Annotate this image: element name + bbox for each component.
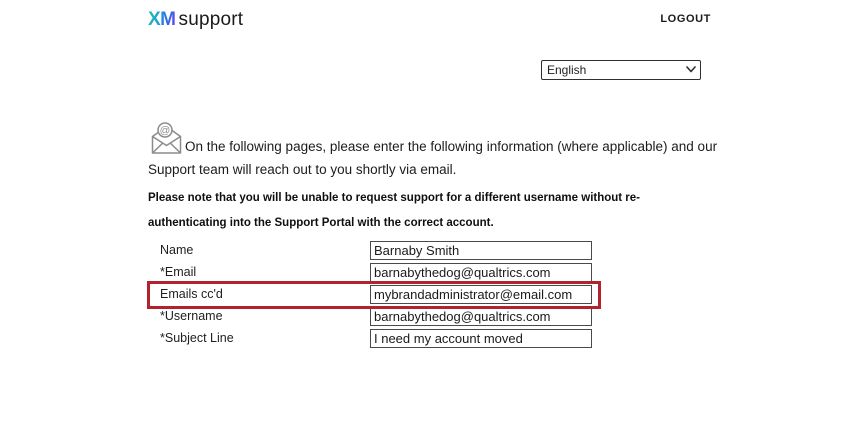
username-label: *Username — [160, 309, 223, 323]
intro-paragraph — [148, 120, 723, 181]
language-select-wrapper — [541, 60, 701, 80]
note-text: Please note that you will be unable to request support for a different username without re-authenticating into the Support Portal with the correct account. — [148, 192, 641, 229]
xm-logo-mark: XM — [148, 9, 176, 30]
username-input[interactable] — [370, 307, 592, 326]
email-label: *Email — [160, 265, 197, 279]
svg-text:@: @ — [159, 124, 171, 137]
email-input[interactable] — [370, 263, 592, 282]
logo-suffix: support — [178, 9, 244, 30]
form-row-email — [148, 263, 600, 285]
logout-button[interactable]: LOGOUT — [660, 13, 711, 25]
emails-ccd-input[interactable] — [370, 285, 592, 304]
language-select[interactable] — [541, 60, 701, 80]
subject-line-input[interactable] — [370, 329, 592, 348]
subject-line-label: *Subject Line — [160, 331, 234, 345]
name-label: Name — [160, 243, 194, 257]
form-row-name — [148, 241, 600, 263]
form-row-username — [148, 307, 600, 329]
form-row-emails-ccd — [148, 285, 600, 307]
intro-text: On the following pages, please enter the following information (where applicable) and our Support team will reach out to you shortly via email. — [148, 139, 718, 177]
support-form — [148, 241, 600, 351]
xm-support-logo — [148, 9, 243, 31]
email-envelope-icon — [148, 120, 185, 158]
emails-ccd-label: Emails cc'd — [160, 287, 223, 301]
name-input[interactable] — [370, 241, 592, 260]
form-row-subject-line — [148, 329, 600, 351]
